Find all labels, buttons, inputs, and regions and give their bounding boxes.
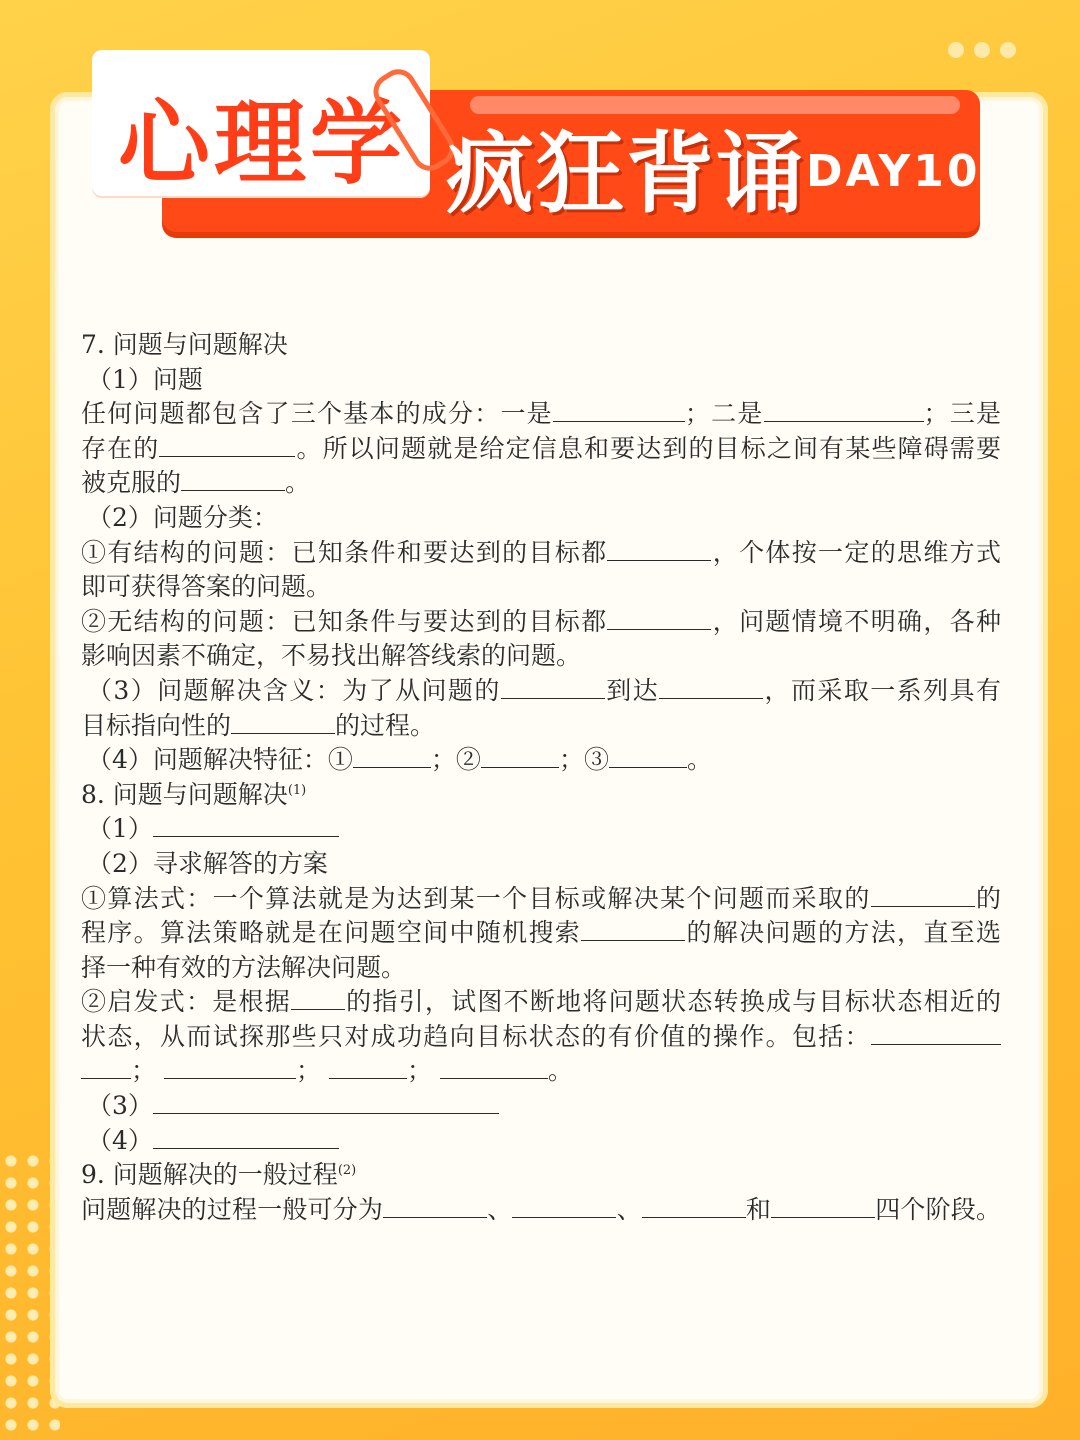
section-7-1-line3: 被克服的 。 bbox=[81, 468, 311, 498]
section-7-2-item2-cont: 影响因素不确定，不易找出解答线索的问题。 bbox=[81, 641, 582, 671]
fill-blank[interactable] bbox=[153, 814, 339, 837]
section-8-3: （3） bbox=[81, 1089, 1001, 1124]
fill-blank[interactable] bbox=[607, 607, 711, 630]
section-8-2-item1-cont2: 择一种有效的方法解决问题。 bbox=[81, 952, 407, 982]
fill-blank[interactable] bbox=[353, 745, 431, 768]
section-8-title: 8. 问题与问题解决$^{(1)}$ bbox=[81, 779, 307, 809]
fill-blank[interactable] bbox=[481, 745, 559, 768]
fill-blank[interactable] bbox=[501, 676, 605, 699]
section-7-2-item1: ①有结构的问题：已知条件和要达到的目标都 ，个体按一定的思维方式 bbox=[81, 537, 1001, 567]
fill-blank[interactable] bbox=[771, 1195, 875, 1218]
title-psychology: 心理学 bbox=[118, 90, 407, 197]
section-7-1-line2: 存在的 。所以问题就是给定信息和要达到的目标之间有某些障碍需要 bbox=[81, 433, 1001, 463]
section-9-title: 9. 问题解决的一般过程$^{(2)}$ bbox=[81, 1160, 357, 1190]
fill-blank[interactable] bbox=[329, 1056, 407, 1079]
fill-blank[interactable] bbox=[153, 1091, 499, 1114]
fill-blank[interactable] bbox=[231, 711, 335, 734]
section-8-2-item2-cont: 状态，从而试探那些只对成功趋向目标状态的有价值的操作。包括： bbox=[81, 1020, 1001, 1055]
section-8-2-item2-blanks: ； ； ； 。 bbox=[81, 1054, 1001, 1089]
section-7-1-title: （1）问题 bbox=[87, 364, 203, 394]
footnote-marker: (1) bbox=[287, 782, 307, 798]
section-7-2-item2: ②无结构的问题：已知条件与要达到的目标都 ，问题情境不明确，各种 bbox=[81, 606, 1001, 636]
section-7-4: （4）问题解决特征：① ；② ；③ 。 bbox=[87, 745, 712, 775]
fill-blank[interactable] bbox=[607, 538, 711, 561]
section-7-2-title: （2）问题分类： bbox=[87, 502, 278, 532]
section-9-body: 问题解决的过程一般可分为 、 、 和 四个阶段。 bbox=[81, 1194, 1001, 1224]
section-8-2-title: （2）寻求解答的方案 bbox=[87, 848, 328, 878]
fill-blank[interactable] bbox=[440, 1056, 548, 1079]
section-7-1-line1: 任何问题都包含了三个基本的成分：一是 ；二是 ；三是 bbox=[81, 399, 1001, 429]
section-8-2-item1: ①算法式：一个算法就是为达到某一个目标或解决某个问题而采取的 的 bbox=[81, 883, 1001, 913]
fill-blank[interactable] bbox=[871, 884, 975, 907]
fill-blank[interactable] bbox=[553, 399, 685, 422]
section-8-1: （1） bbox=[81, 812, 1001, 847]
fill-blank[interactable] bbox=[383, 1195, 487, 1218]
decorative-dots bbox=[948, 42, 1016, 58]
section-7-3-cont: 目标指向性的 的过程。 bbox=[81, 710, 436, 740]
fill-blank[interactable] bbox=[153, 1126, 339, 1149]
section-7-3: （3）问题解决含义：为了从问题的 到达 ，而采取一系列具有 bbox=[87, 675, 1001, 705]
fill-blank[interactable] bbox=[164, 1056, 296, 1079]
fill-blank[interactable] bbox=[764, 399, 924, 422]
section-8-2-item1-cont: 程序。算法策略就是在问题空间中随机搜索 的解决问题的方法，直至选 bbox=[81, 918, 1001, 948]
section-8-4: （4） bbox=[81, 1124, 1001, 1159]
fill-blank[interactable] bbox=[659, 676, 763, 699]
fill-blank[interactable] bbox=[871, 1022, 1001, 1045]
fill-blank[interactable] bbox=[81, 1056, 131, 1079]
section-8-2-item2: ②启发式：是根据 的指引，试图不断地将问题状态转换成与目标状态相近的 bbox=[81, 987, 1001, 1017]
fill-blank[interactable] bbox=[581, 918, 685, 941]
section-7-2-item1-cont: 即可获得答案的问题。 bbox=[81, 572, 332, 602]
day-badge: DAY10 bbox=[806, 146, 981, 197]
fill-blank[interactable] bbox=[291, 987, 345, 1010]
footnote-marker: (2) bbox=[337, 1163, 357, 1179]
section-7-title: 7. 问题与问题解决 bbox=[81, 330, 288, 359]
worksheet-content bbox=[81, 328, 1001, 1227]
title-crazy-recite: 疯狂背诵 bbox=[446, 122, 807, 225]
fill-blank[interactable] bbox=[512, 1195, 616, 1218]
fill-blank[interactable] bbox=[642, 1195, 746, 1218]
fill-blank[interactable] bbox=[159, 434, 295, 457]
fill-blank[interactable] bbox=[181, 468, 285, 491]
fill-blank[interactable] bbox=[609, 745, 687, 768]
